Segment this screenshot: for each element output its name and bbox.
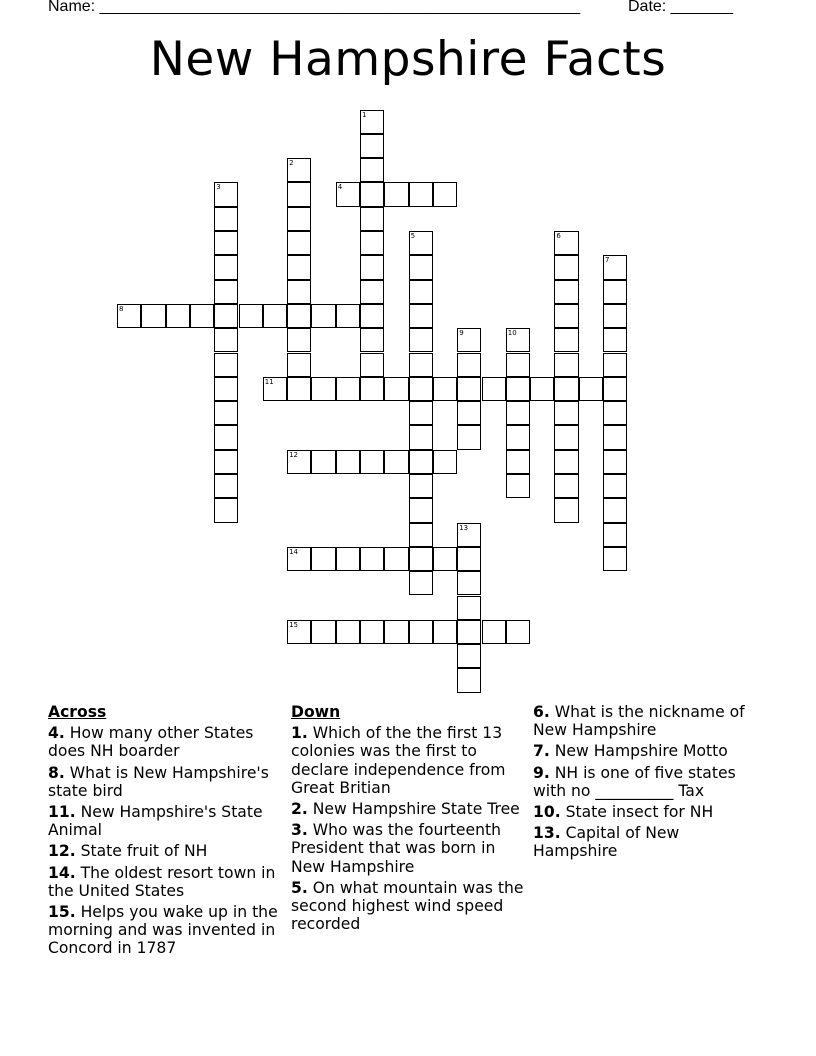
grid-cell[interactable] [433,182,457,206]
grid-cell[interactable] [433,377,457,401]
clue-number-15: 15 [289,620,299,629]
grid-cell[interactable] [287,255,311,279]
grid-cell[interactable] [409,450,433,474]
clue-item [291,879,527,934]
grid-cell[interactable] [554,377,578,401]
clue-item [48,724,284,760]
clue-text: New Hampshire Motto [549,742,728,761]
clue-number-3: 3 [216,183,221,192]
grid-cell[interactable] [554,255,578,279]
grid-cell[interactable] [360,134,384,158]
grid-cell[interactable] [384,182,408,206]
down-heading: Down [291,703,341,721]
grid-cell[interactable] [311,377,335,401]
grid-cell[interactable] [287,182,311,206]
grid-cell[interactable] [409,425,433,449]
down-clues [291,703,527,936]
grid-cell[interactable] [603,498,627,522]
clue-text: New Hampshire's State Animal [48,803,263,840]
grid-cell[interactable] [603,401,627,425]
clue-number: 9. [533,763,550,782]
grid-cell[interactable] [554,401,578,425]
grid-cell[interactable] [603,377,627,401]
clue-number-11: 11 [264,377,274,386]
clue-number: 3. [291,821,308,840]
grid-cell[interactable] [360,377,384,401]
clue-text: How many other States does NH boarder [48,724,254,761]
across-clue-list [48,724,284,957]
grid-cell[interactable] [409,474,433,498]
clue-text: State insect for NH [560,803,714,822]
clue-number: 1. [291,724,308,743]
grid-cell[interactable] [409,571,433,595]
grid-cell[interactable] [409,401,433,425]
page-title: New Hampshire Facts [149,32,667,87]
clue-text: NH is one of five states with no __________ Tax [533,763,736,800]
clue-item [291,724,527,797]
grid-cell[interactable] [384,377,408,401]
grid-cell[interactable] [603,450,627,474]
grid-cell[interactable] [214,207,238,231]
grid-cell[interactable] [409,182,433,206]
clue-number-1: 1 [362,110,367,119]
grid-cell[interactable] [214,328,238,352]
down-clues-continued [533,703,765,864]
grid-cell[interactable] [457,620,481,644]
grid-cell[interactable] [214,474,238,498]
grid-cell[interactable] [457,596,481,620]
grid-cell[interactable] [603,523,627,547]
across-heading: Across [48,703,107,721]
grid-cell[interactable] [287,353,311,377]
grid-cell[interactable] [214,231,238,255]
grid-cell[interactable] [409,353,433,377]
clue-item [48,864,284,900]
grid-cell[interactable] [457,571,481,595]
clue-text: Helps you wake up in the morning and was invented in Concord in 1787 [48,903,278,958]
grid-cell[interactable] [457,425,481,449]
grid-cell[interactable] [336,620,360,644]
grid-cell[interactable] [360,255,384,279]
grid-cell[interactable] [603,280,627,304]
grid-cell[interactable] [554,425,578,449]
grid-cell[interactable] [360,353,384,377]
clue-number-8: 8 [119,304,124,313]
clue-number: 5. [291,878,308,897]
grid-cell[interactable] [409,304,433,328]
grid-cell[interactable] [554,474,578,498]
clue-number: 8. [48,763,65,782]
clue-number: 12. [48,842,76,861]
clue-item [291,800,527,818]
clue-item [48,842,284,860]
grid-cell[interactable] [506,620,530,644]
grid-cell[interactable] [311,304,335,328]
grid-cell[interactable] [214,450,238,474]
grid-cell[interactable] [214,255,238,279]
clue-text: State fruit of NH [75,842,208,861]
grid-cell[interactable] [214,280,238,304]
grid-cell[interactable] [384,547,408,571]
grid-cell[interactable] [554,304,578,328]
clue-item [291,821,527,876]
across-clues [48,703,284,961]
grid-cell[interactable] [311,620,335,644]
clue-number-12: 12 [289,450,299,459]
clue-item [533,764,765,800]
grid-cell[interactable] [554,498,578,522]
grid-cell[interactable] [360,158,384,182]
clue-number: 6. [533,703,550,721]
grid-cell[interactable] [409,377,433,401]
grid-cell[interactable] [603,425,627,449]
grid-cell[interactable] [214,353,238,377]
grid-cell[interactable] [482,620,506,644]
grid-cell[interactable] [263,304,287,328]
grid-cell[interactable] [457,644,481,668]
clue-number-10: 10 [507,329,517,338]
clue-number-14: 14 [289,547,299,556]
grid-cell[interactable] [409,255,433,279]
grid-cell[interactable] [360,450,384,474]
clue-text: What is the nickname of New Hampshire [533,703,745,740]
grid-cell[interactable] [214,498,238,522]
grid-cell[interactable] [603,353,627,377]
grid-cell[interactable] [336,304,360,328]
grid-cell[interactable] [506,353,530,377]
grid-cell[interactable] [579,377,603,401]
clue-number: 14. [48,863,76,882]
clue-item [48,803,284,839]
grid-cell[interactable] [287,304,311,328]
grid-cell[interactable] [506,401,530,425]
clue-text: Capital of New Hampshire [533,824,680,861]
grid-cell[interactable] [311,450,335,474]
grid-cell[interactable] [360,620,384,644]
grid-cell[interactable] [603,304,627,328]
clue-number-2: 2 [289,159,294,168]
date-line: Date: _______ [628,0,733,15]
grid-cell[interactable] [530,377,554,401]
grid-cell[interactable] [287,280,311,304]
grid-cell[interactable] [214,377,238,401]
grid-cell[interactable] [360,304,384,328]
clue-item [48,764,284,800]
grid-cell[interactable] [336,547,360,571]
grid-cell[interactable] [554,450,578,474]
grid-cell[interactable] [239,304,263,328]
grid-cell[interactable] [457,401,481,425]
grid-cell[interactable] [603,328,627,352]
grid-cell[interactable] [603,547,627,571]
grid-cell[interactable] [409,328,433,352]
clue-item [533,742,765,760]
grid-cell[interactable] [360,207,384,231]
grid-cell[interactable] [506,425,530,449]
grid-cell[interactable] [336,377,360,401]
grid-cell[interactable] [409,547,433,571]
grid-cell[interactable] [409,280,433,304]
grid-cell[interactable] [554,328,578,352]
clue-number: 10. [533,803,561,822]
grid-cell[interactable] [287,231,311,255]
clue-number-5: 5 [410,232,416,240]
clue-text: What is New Hampshire's state bird [48,763,269,800]
grid-cell[interactable] [214,304,238,328]
grid-cell[interactable] [141,304,165,328]
clue-number-7: 7 [605,256,610,265]
grid-cell[interactable] [457,377,481,401]
grid-cell[interactable] [287,377,311,401]
grid-cell[interactable] [214,401,238,425]
clue-number: 7. [533,742,550,761]
clue-number: 11. [48,803,76,822]
grid-cell[interactable] [287,207,311,231]
clue-text: Which of the the first 13 colonies was the first to declare independence from Great Britian [291,724,506,797]
grid-cell[interactable] [506,377,530,401]
grid-cell[interactable] [506,474,530,498]
grid-cell[interactable] [311,547,335,571]
grid-cell[interactable] [506,450,530,474]
grid-cell[interactable] [433,547,457,571]
grid-cell[interactable] [554,353,578,377]
clue-number-13: 13 [459,523,469,532]
name-line: Name: ______________________________________________________ [48,0,581,15]
grid-cell[interactable] [457,668,481,692]
clue-item [533,803,765,821]
clue-number: 13. [533,824,561,843]
clue-number-6: 6 [556,232,561,240]
grid-cell[interactable] [336,450,360,474]
grid-cell[interactable] [360,328,384,352]
grid-cell[interactable] [384,450,408,474]
grid-cell[interactable] [190,304,214,328]
grid-cell[interactable] [287,328,311,352]
grid-cell[interactable] [360,547,384,571]
clue-item [48,903,284,958]
clue-number-9: 9 [459,329,464,338]
grid-cell[interactable] [433,620,457,644]
grid-cell[interactable] [360,280,384,304]
grid-cell[interactable] [433,450,457,474]
clue-text: Who was the fourteenth President that was born in New Hampshire [291,821,501,876]
grid-cell[interactable] [482,377,506,401]
clue-number: 4. [48,724,65,743]
clue-item [533,824,765,860]
grid-cell[interactable] [166,304,190,328]
grid-cell[interactable] [409,620,433,644]
clue-text: The oldest resort town in the United States [48,863,276,900]
clue-number: 15. [48,903,76,922]
down-clue-list-continued [533,703,765,861]
clue-text: New Hampshire State Tree [307,800,520,819]
down-clue-list [291,724,527,933]
clue-number: 2. [291,800,308,819]
grid-cell[interactable] [603,474,627,498]
grid-cell[interactable] [214,425,238,449]
clue-item [533,703,765,739]
grid-cell[interactable] [409,498,433,522]
grid-cell[interactable] [360,231,384,255]
grid-cell[interactable] [360,182,384,206]
clue-text: On what mountain was the second highest wind speed recorded [291,878,524,934]
grid-cell[interactable] [554,280,578,304]
grid-cell[interactable] [457,547,481,571]
clue-number-4: 4 [337,183,343,192]
grid-cell[interactable] [384,620,408,644]
grid-cell[interactable] [409,523,433,547]
grid-cell[interactable] [457,353,481,377]
